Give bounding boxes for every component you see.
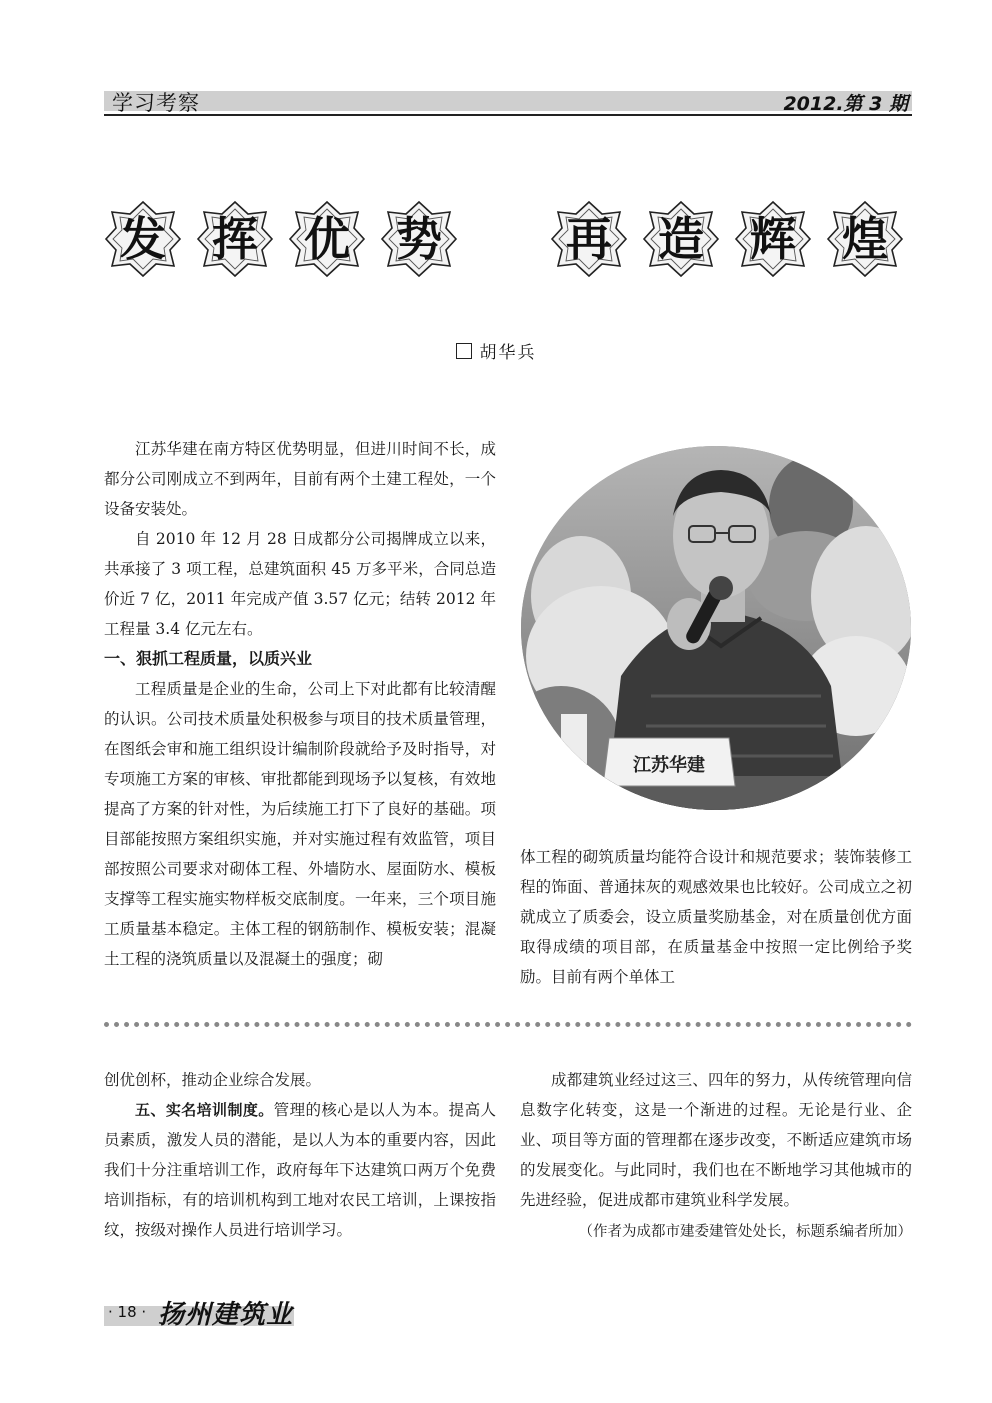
right-column — [520, 842, 912, 992]
page-number: · 18 · — [108, 1303, 147, 1321]
article-title — [104, 200, 912, 280]
paragraph-training-body: 管理的核心是以人为本。提高人员素质，激发人员的潜能，是以人为本的重要内容，因此我们十分注重培训工作，政府每年下达建筑口两万个免费培训指标，有的培训机构到工地对农民工培训，上课按指纹，按级对操作人员进行培训学习。 — [104, 1101, 496, 1239]
speaker-photo — [521, 446, 911, 810]
paragraph-training — [104, 1095, 496, 1245]
section-heading-quality: 一、狠抓工程质量，以质兴业 — [104, 649, 313, 668]
bottom-right-column — [520, 1065, 912, 1245]
left-column — [104, 434, 496, 974]
title-char: 煌 — [826, 200, 904, 278]
title-char: 造 — [642, 200, 720, 278]
paragraph-intro: 江苏华建在南方特区优势明显，但进川时间不长，成都分公司刚成立不到两年，目前有两个土建工程处，一个设备安装处。 — [104, 440, 496, 518]
title-char: 优 — [288, 200, 366, 278]
magazine-name: 扬州建筑业 — [158, 1300, 294, 1330]
title-char: 挥 — [196, 200, 274, 278]
title-char: 势 — [380, 200, 458, 278]
paragraph-history: 自 2010 年 12 月 28 日成都分公司揭牌成立以来，共承接了 3 项工程，总建筑面积 45 万多平米，合同总造价近 7 亿，2011 年完成产值 3.57 亿元；结转 2012 年工程量 3.4 亿元左右。 — [104, 530, 496, 638]
paragraph-conclusion: 成都建筑业经过这三、四年的努力，从传统管理向信息数字化转变，这是一个渐进的过程。无论是行业、企业、项目等方面的管理都在逐步改变，不断适应建筑市场的发展变化。与此同时，我们也在不断地学习其他城市的先进经验，促进成都市建筑业科学发展。 — [520, 1071, 912, 1209]
paragraph-quality-continued: 体工程的砌筑质量均能符合设计和规范要求；装饰装修工程的饰面、普通抹灰的观感效果也比较好。公司成立之初就成立了质委会，设立质量奖励基金，对在质量创优方面取得成绩的项目部，在质量基金中按照一定比例给予奖励。目前有两个单体工 — [520, 848, 912, 986]
author-name: 胡华兵 — [479, 343, 537, 363]
author-note: （作者为成都市建委建管处处长，标题系编者所加） — [578, 1224, 912, 1240]
dotted-divider — [104, 1022, 912, 1027]
bottom-left-column — [104, 1065, 496, 1245]
title-char: 再 — [550, 200, 628, 278]
nameplate-text: 江苏华建 — [633, 755, 705, 776]
paragraph-quality: 工程质量是企业的生命，公司上下对此都有比较清醒的认识。公司技术质量处积极参与项目的技术质量管理，在图纸会审和施工组织设计编制阶段就给予及时指导，对专项施工方案的审核、审批都能到现场予以复核，有效地提高了方案的针对性，为后续施工打下了良好的基础。项目部能按照方案组织实施，并对实施过程有效监管，项目部按照公司要求对砌体工程、外墙防水、屋面防水、模板支撑等工程实施实物样板交底制度。一年来，三个项目施工质量基本稳定。主体工程的钢筋制作、模板安装；混凝土工程的浇筑质量以及混凝土的强度；砌 — [104, 680, 496, 968]
title-char: 发 — [104, 200, 182, 278]
issue-label: 2012.第 3 期 — [783, 93, 908, 115]
section-title: 学习考察 — [112, 91, 200, 115]
section-heading-training: 五、实名培训制度。 — [135, 1101, 274, 1119]
paragraph-awards: 创优创杯，推动企业综合发展。 — [104, 1071, 322, 1089]
byline — [0, 338, 992, 363]
title-char: 辉 — [734, 200, 812, 278]
byline-box-icon — [456, 343, 472, 359]
